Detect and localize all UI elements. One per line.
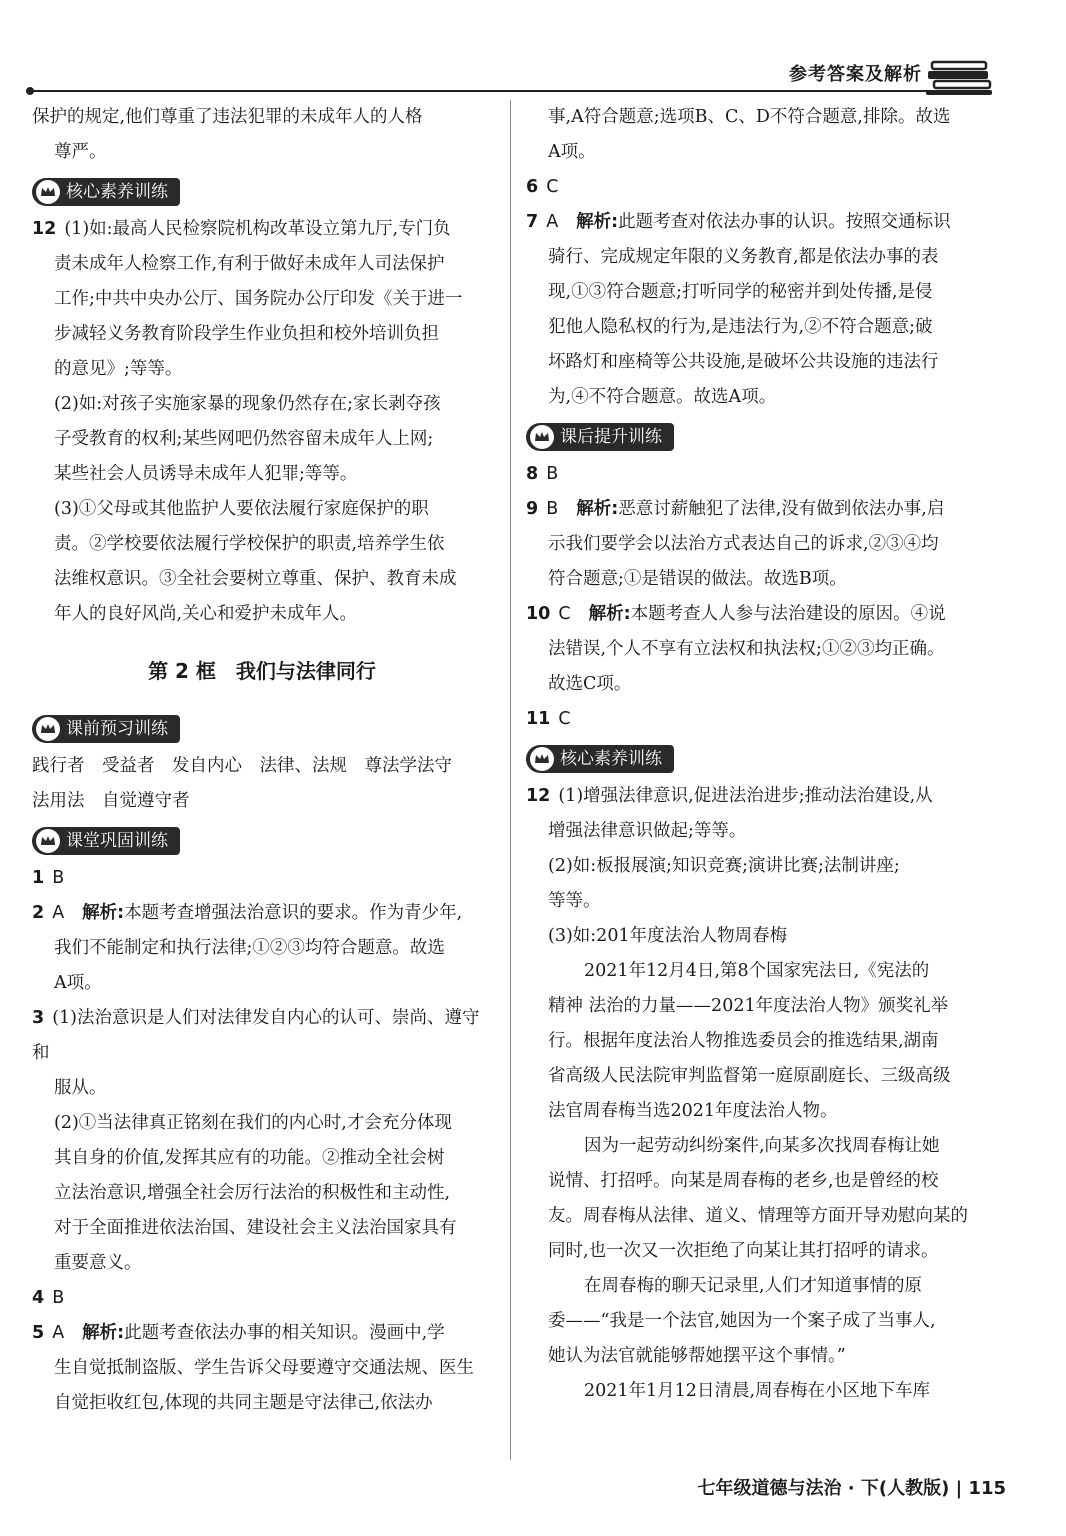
crown-icon [36,829,60,853]
header-title: 参考答案及解析 [789,64,922,85]
answer-line: 自觉拒收红包,体现的共同主题是守法律己,依法办 [54,1393,433,1413]
answer-line: 现,①③符合题意;打听同学的秘密并到处传播,是侵 [548,282,933,302]
story-line: 行。根据年度法治人物推选委员会的推选结果,湖南 [548,1031,939,1051]
left-column [32,100,492,1421]
answer-line: 某些社会人员诱导未成年人犯罪;等等。 [54,464,358,484]
badge-label: 课堂巩固训练 [66,830,168,851]
section-badge [32,178,180,206]
story-line: 因为一起劳动纠纷案件,向某多次找周春梅让她 [584,1136,940,1156]
answer-line: 责。②学校要依法履行学校保护的职责,培养学生依 [54,534,445,554]
answer-line: (2)①当法律真正铭刻在我们的内心时,才会充分体现 [54,1113,452,1133]
section-badge [526,423,674,451]
answer-line: 2 A 解析:本题考查增强法治意识的要求。作为青少年, [32,903,463,923]
vocab-line: 践行者 受益者 发自内心 法律、法规 尊法学法守 [32,756,452,776]
answer-line: 7 A 解析:此题考查对依法办事的认识。按照交通标识 [526,212,951,232]
answer-line: 4 B [32,1288,65,1308]
answer-line: 犯他人隐私权的行为,是违法行为,②不符合题意;破 [548,317,933,337]
answer-line: 对于全面推进依法治国、建设社会主义法治国家具有 [54,1218,457,1238]
answer-line: 年人的良好风尚,关心和爱护未成年人。 [54,604,358,624]
section-badge [32,827,180,855]
intro-line: 保护的规定,他们尊重了违法犯罪的未成年人的人格 [32,107,423,127]
crown-icon [36,717,60,741]
section-badge [526,745,674,773]
answer-line: 3 (1)法治意识是人们对法律发自内心的认可、崇尚、遵守和 [32,1008,480,1063]
story-line: 友。周春梅从法律、道义、情理等方面开导劝慰向某的 [548,1206,968,1226]
answer-line: 12 (1)增强法律意识,促进法治进步;推动法治建设,从 [526,786,933,806]
story-line: 同时,也一次又一次拒绝了向某让其打招呼的请求。 [548,1241,939,1261]
badge-label: 核心素养训练 [66,181,168,202]
answer-line: 法错误,个人不享有立法权和执法权;①②③均正确。 [548,639,945,659]
answer-line: A项。 [54,973,102,993]
answer-line: 立法治意识,增强全社会厉行法治的积极性和主动性, [54,1183,451,1203]
answer-line: 事,A符合题意;选项B、C、D不符合题意,排除。故选 [548,107,951,127]
answer-line: 法维权意识。③全社会要树立尊重、保护、教育未成 [54,569,457,589]
answer-line: 服从。 [54,1078,107,1098]
vocab-line: 法用法 自觉遵守者 [32,791,190,811]
answer-line: (3)如:201年度法治人物周春梅 [548,926,788,946]
answer-line: 等等。 [548,891,601,911]
column-divider [510,100,511,1460]
answer-line: 生自觉抵制盗版、学生告诉父母要遵守交通法规、医生 [54,1358,474,1378]
answer-line: (2)如:板报展演;知识竞赛;演讲比赛;法制讲座; [548,856,900,876]
answer-line: 其自身的价值,发挥其应有的功能。②推动全社会树 [54,1148,445,1168]
story-line: 2021年1月12日清晨,周春梅在小区地下车库 [584,1381,930,1401]
story-line: 2021年12月4日,第8个国家宪法日,《宪法的 [584,961,930,981]
answer-line: 6 C [526,177,559,197]
answer-line: (2)如:对孩子实施家暴的现象仍然存在;家长剥夺孩 [54,394,441,414]
page-header [30,58,1026,98]
header-rule [30,90,936,92]
answer-line: 10 C 解析:本题考查人人参与法治建设的原因。④说 [526,604,946,624]
badge-label: 课前预习训练 [66,718,168,739]
badge-label: 课后提升训练 [560,426,662,447]
answer-line: 11 C [526,709,571,729]
story-line: 精神 法治的力量——2021年度法治人物》颁奖礼举 [548,996,949,1016]
answer-line: 责未成年人检察工作,有利于做好未成年人司法保护 [54,254,445,274]
story-line: 省高级人民法院审判监督第一庭原副庭长、三级高级 [548,1066,951,1086]
answer-line: 符合题意;①是错误的做法。故选B项。 [548,569,847,589]
story-line: 她认为法官就能够帮她摆平这个事情。” [548,1346,846,1366]
badge-label: 核心素养训练 [560,748,662,769]
answer-line: (3)①父母或其他监护人要依法履行家庭保护的职 [54,499,429,519]
answer-line: 8 B [526,464,559,484]
answer-line: 1 B [32,868,65,888]
answer-line: 为,④不符合题意。故选A项。 [548,387,777,407]
answer-line: 工作;中共中央办公厅、国务院办公厅印发《关于进一 [54,289,463,309]
crown-icon [530,747,554,771]
answer-line: 坏路灯和座椅等公共设施,是破坏公共设施的违法行 [548,352,939,372]
page-number: 115 [968,1478,1006,1499]
answer-line: A项。 [548,142,596,162]
answer-line: 9 B 解析:恶意讨薪触犯了法律,没有做到依法办事,启 [526,499,945,519]
answer-line: 重要意义。 [54,1253,142,1273]
section-badge [32,715,180,743]
story-line: 说情、打招呼。向某是周春梅的老乡,也是曾经的校 [548,1171,939,1191]
footer-book-title: 七年级道德与法治 · 下(人教版) [697,1478,950,1499]
answer-line: 步减轻义务教育阶段学生作业负担和校外培训负担 [54,324,439,344]
right-column [526,100,986,1409]
answer-line: 5 A 解析:此题考查依法办事的相关知识。漫画中,学 [32,1323,445,1343]
story-line: 在周春梅的聊天记录里,人们才知道事情的原 [584,1276,923,1296]
answer-line: 骑行、完成规定年限的义务教育,都是依法办事的表 [548,247,939,267]
crown-icon [36,180,60,204]
intro-line: 尊严。 [54,142,107,162]
answer-line: 子受教育的权利;某些网吧仍然容留未成年人上网; [54,429,434,449]
answer-line: 示我们要学会以法治方式表达自己的诉求,②③④均 [548,534,939,554]
answer-line: 的意见》;等等。 [54,359,183,379]
answer-line: 故选C项。 [548,674,632,694]
answer-line: 12 (1)如:最高人民检察院机构改革设立第九厅,专门负 [32,219,451,239]
crown-icon [530,425,554,449]
answer-line: 我们不能制定和执行法律;①②③均符合题意。故选 [54,938,445,958]
answer-line: 增强法律意识做起;等等。 [548,821,747,841]
story-line: 委——“我是一个法官,她因为一个案子成了当事人, [548,1311,936,1331]
story-line: 法官周春梅当选2021年度法治人物。 [548,1101,838,1121]
stacked-books-icon [926,58,996,96]
page-footer: 七年级道德与法治 · 下(人教版) | 115 [697,1478,1006,1499]
section-title: 第 2 框 我们与法律同行 [148,659,376,683]
